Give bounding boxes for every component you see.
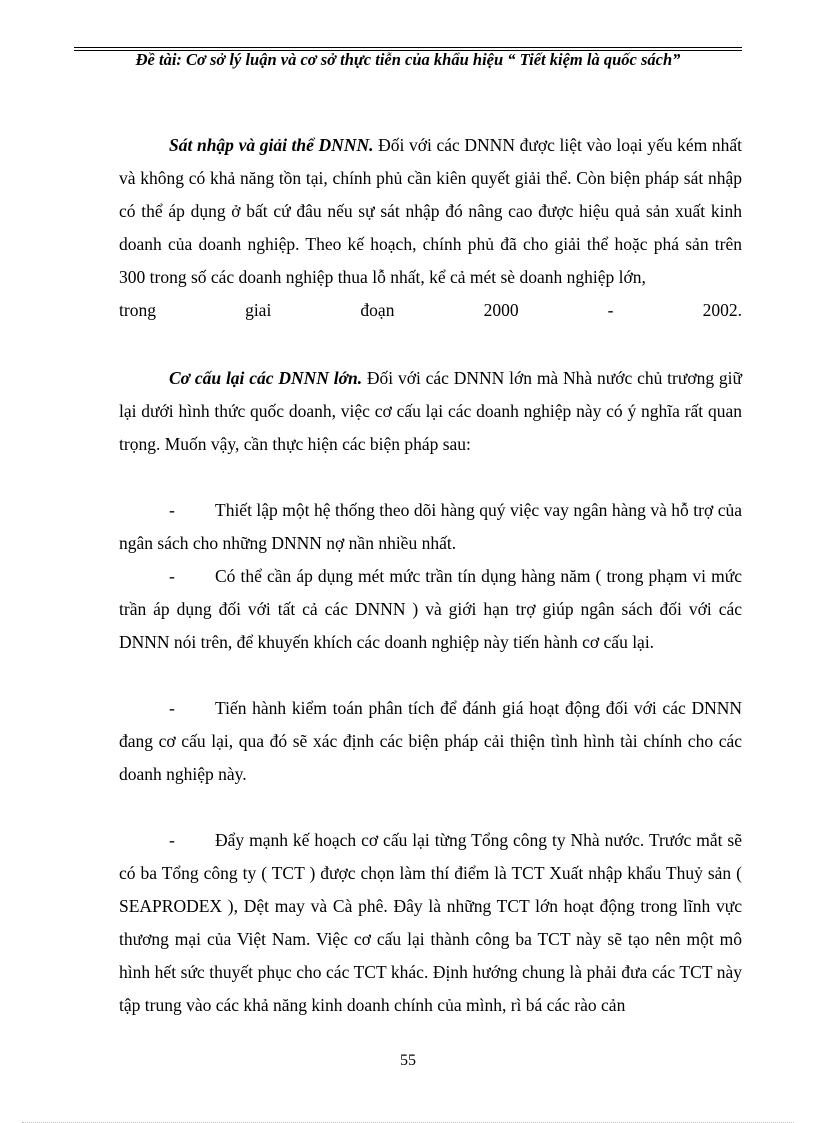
bullet-dash: - [169,830,175,850]
bullet-item-1 [119,494,742,659]
header-rule-top [74,47,742,48]
paragraph-restructure-large [119,362,742,461]
bullet-item-3 [119,692,742,791]
paragraph-text: Đối với các DNNN lớn mà Nhà nước chủ trương giữ lại dưới hình thức quốc doanh, việc cơ cấu lại các doanh nghiệp này có ý nghĩa rất quan trọng. Muốn vậy, cần thực hiện các biện pháp sau: [119,368,743,454]
page-number: 55 [400,1052,416,1069]
word: đoạn [360,300,395,320]
word: 2002. [702,300,742,320]
paragraph-lead: Cơ cấu lại các DNNN lớn. [169,368,363,388]
bullet-dash: - [169,500,175,520]
bullet-text: Có thể cần áp dụng mét mức trần tín dụng hàng năm ( trong phạm vi mức trần áp dụng đối với tất cả các DNNN ) và giới hạn trợ giúp ngân sách đối với các DNNN nói trên, để khuyến khích các doanh nghiệp này tiến hành cơ cấu lại. [119,566,742,652]
bullet-item-4 [119,824,742,1022]
paragraph-text: Đối với các DNNN được liệt vào loại yếu kém nhất và không có khả năng tồn tại, chính phủ cần kiên quyết giải thể. Còn biện pháp sát nhập có thể áp dụng ở bất cứ đâu nếu sự sát nhập đó nâng cao được hiệu quả sản xuất kinh doanh của doanh nghiệp. Theo kế hoạch, chính phủ đã cho giải thể hoặc phá sản trên 300 trong số các doanh nghiệp thua lỗ nhất, kể cả mét sè doanh nghiệp lớn, [119,135,742,287]
bullet-text: Tiến hành kiểm toán phân tích để đánh giá hoạt động đối với các DNNN đang cơ cấu lại, qua đó sẽ xác định các biện pháp cải thiện tình hình tài chính cho các doanh nghiệp này. [119,698,742,784]
bullet-dash: - [169,698,175,718]
bullet-text: Thiết lập một hệ thống theo dõi hàng quý việc vay ngân hàng và hỗ trợ của ngân sách cho những DNNN nợ nần nhiều nhất. [119,500,742,553]
bullet-dash: - [169,566,175,586]
paragraph-merge-dissolve [119,129,742,327]
paragraph-lead: Sát nhập và giải thể DNNN. [169,135,374,155]
word: giai [245,300,272,320]
paragraph-last-line [119,294,742,327]
document-title: Đề tài: Cơ sở lý luận và cơ sở thực tiễn của khẩu hiệu “ Tiết kiệm là quốc sách” [135,50,681,69]
bullet-text: Đẩy mạnh kế hoạch cơ cấu lại từng Tổng công ty Nhà nước. Trước mắt sẽ có ba Tổng công ty ( TCT ) được chọn làm thí điểm là TCT Xuất nhập khẩu Thuỷ sản ( SEAPRODEX ), Dệt may và Cà phê. Đây là những TCT lớn hoạt động trong lĩnh vực thương mại của Việt Nam. Việc cơ cấu lại thành công ba TCT này sẽ tạo nên một mô hình hết sức thuyết phục cho các TCT khác. Định hướng chung là phải đưa các TCT này tập trung vào các khả năng kinh doanh chính của mình, rì bá các rào cản [119,830,742,1015]
word: 2000 [483,300,519,320]
word: trong [119,300,156,320]
word: - [607,300,614,320]
